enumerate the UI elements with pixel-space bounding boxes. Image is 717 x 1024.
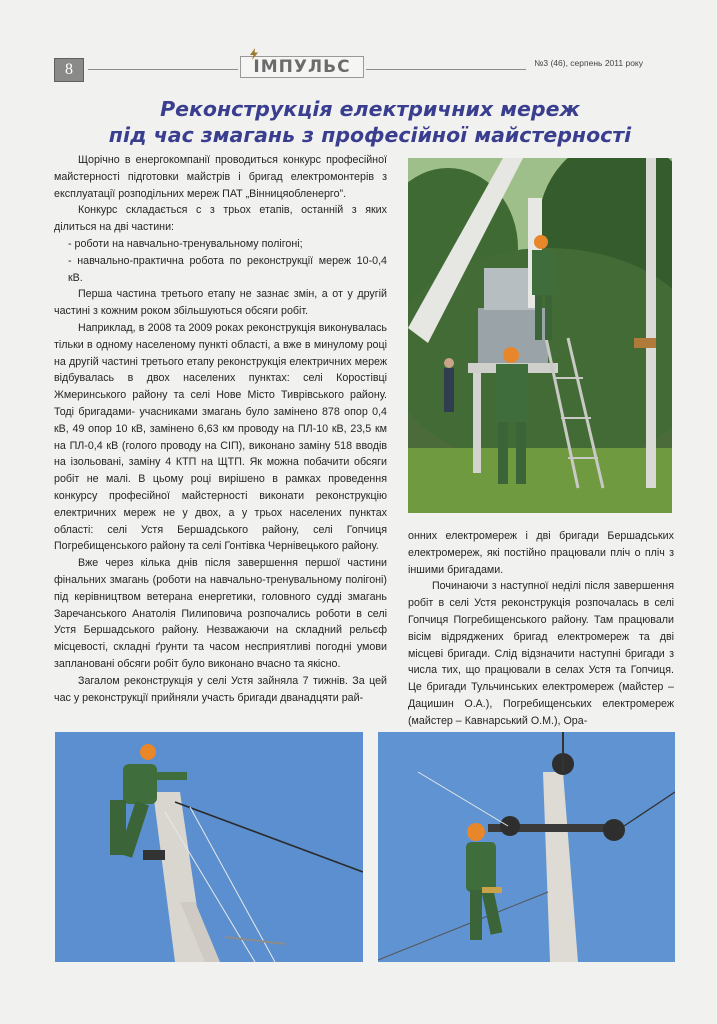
paragraph: Перша частина третього етапу не зазнає змін, а от у другій частині з кожним роком збільшуються обсяги робіт.: [54, 288, 387, 318]
issue-info: №3 (46), серпень 2011 року: [534, 58, 643, 68]
paragraph: онних електромереж і дві бригади Бершадських електромереж, які постійно працювали пліч о пліч з іншими бригадами.: [408, 530, 674, 576]
lightning-icon: [248, 48, 260, 60]
paragraph: Щорічно в енергокомпанії проводиться конкурс професійної майстерності підготовки майстрів і бригад електромонтерів з експлуатації розподільних мереж ПАТ „Вінницяобленерго”.: [54, 154, 387, 200]
page-number: 8: [54, 58, 84, 82]
title-line-1: Реконструкція електричних мереж: [160, 97, 580, 121]
paragraph: Конкурс складається с з трьох етапів, останній з яких ділиться на дві частини:: [54, 204, 387, 234]
transformer-substation-workers-photo: [408, 158, 672, 513]
title-line-2: під час змагань з професійної майстерності: [108, 123, 632, 147]
header-rule-left: [88, 69, 238, 70]
text-column-left: [54, 152, 387, 706]
logo-wordmark: ІМПУЛЬС: [240, 56, 364, 78]
list-item: - роботи на навчально-тренувальному полігоні;: [68, 237, 303, 250]
paragraph: Наприклад, в 2008 та 2009 роках реконструкція виконувалась тільки в одному населеному пункті області, а вже в минулому році на другій частині третього етапу реконструкція електричних мереж відбувалась в двох населених пунктах: селі Коростівці Жмеринського району та селі Нове Місто Тиврівського району. Тоді бригадами- учасниками змагань було замінено 878 опор 0,4 кВ, 49 опор 10 кВ, замінено 6,63 км проводу на ПЛ-10 кВ, 23,5 км на ПЛ-0,4 кВ (голого проводу на СІП), виконано заміну 518 вводів на ізольовані, заміну 4 КТП на ЩТП. Як можна побачити обсяги робіт не малі. В цьому році вирішено в рамках проведення конкурсу професійної майстерності виконати реконструкцію електричних мереж не у двох, а у трьох населених пунктах області: селі Устя Бершадського району, селі Гопчиця Погребищенського району та селі Гонтівка Чернівецького району.: [54, 321, 387, 553]
paragraph: Вже через кілька днів після завершення першої частини фінальних змагань (роботи на навчально-тренувальному полігоні) під керівництвом ветерана енергетики, головного судді змагань Заречанського Анатолія Пилиповича розпочались роботи в селі Устя Бершадського району. Незважаючи на складний рельєф місцевості, складні ґрунти та часом несприятливі погодні умови заплановані обсяги робіт було виконано вчасно та якісно.: [54, 557, 387, 670]
text-column-right: [408, 528, 674, 730]
article-title: [60, 96, 680, 148]
lineman-on-pole-photo: [55, 732, 363, 962]
paragraph: Починаючи з наступної неділі після завершення робіт в селі Устя реконструкція розпочалась в селі Гопчиця Погребищенського району. Там працювали вісім відряджених бригад електромереж та дві місцеві бригади. Слід відзначити наступні бригади з числа тих, що працювали в селах Устя та Гопчиця. Це бригади Тульчинських електромереж (майстер – Дацишин О.А.), Погребищенських електромереж (майстер – Кавнарський О.М.), Ора-: [408, 580, 674, 727]
list-item: - навчально-практична робота по реконструкції мереж 10-0,4 кВ.: [68, 254, 387, 284]
impuls-logo: [240, 50, 364, 80]
lineman-on-insulator-pole-photo: [378, 732, 675, 962]
paragraph: Загалом реконструкція у селі Устя зайняла 7 тижнів. За цей час у реконструкції прийняли участь бригади дванадцяти рай-: [54, 674, 387, 704]
header-rule-right: [366, 69, 526, 70]
